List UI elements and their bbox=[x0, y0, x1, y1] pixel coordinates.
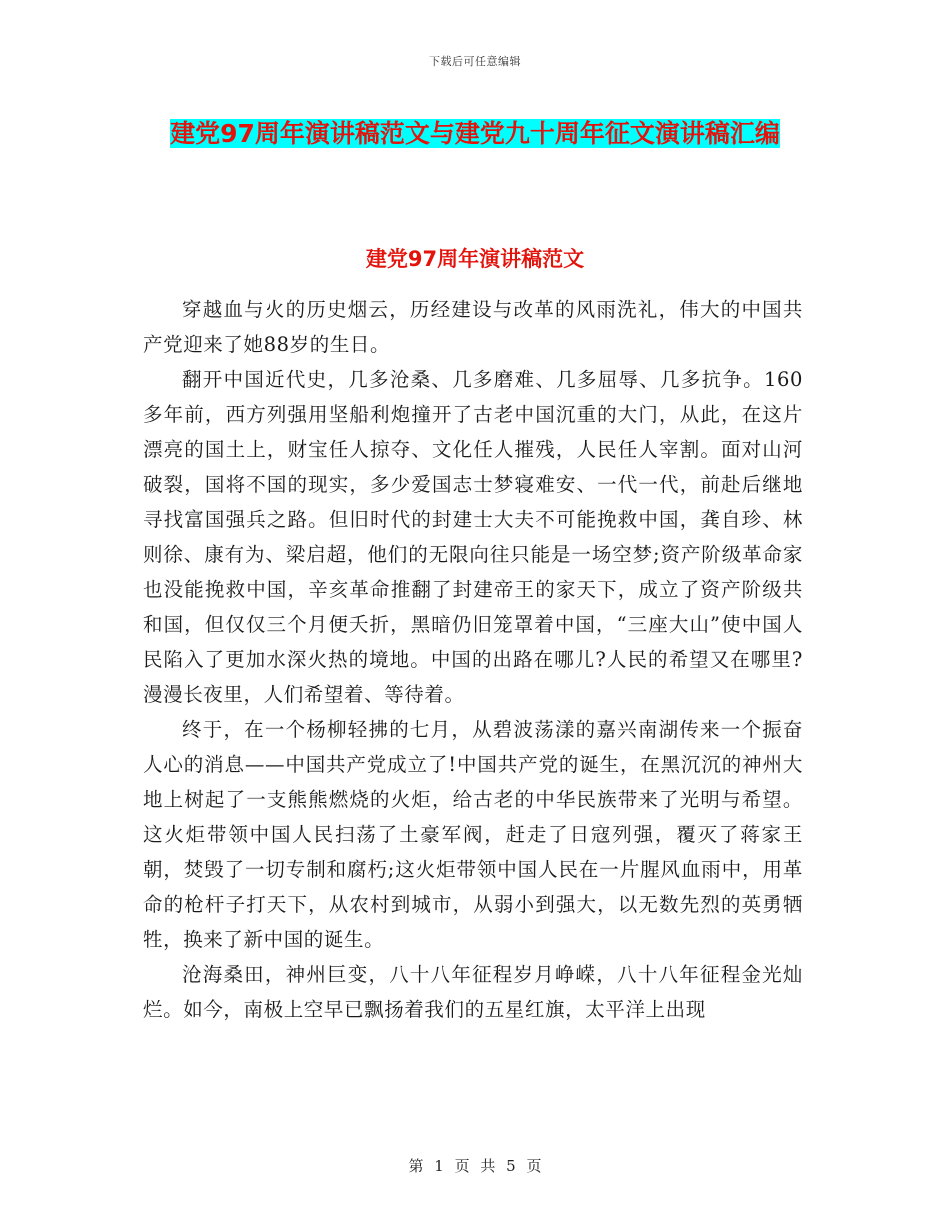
section-title: 建党97周年演讲稿范文 bbox=[365, 247, 585, 271]
document-title-highlight: 建党97周年演讲稿范文与建党九十周年征文演讲稿汇编 bbox=[170, 119, 780, 148]
paragraph: 沧海桑田，神州巨变，八十八年征程岁月峥嵘，八十八年征程金光灿烂。如今，南极上空早已飘扬着我们的五星红旗，太平洋上出现 bbox=[143, 963, 803, 1021]
page-header-note: 下载后可任意编辑 bbox=[429, 55, 521, 68]
paragraph: 翻开中国近代史，几多沧桑、几多磨难、几多屈辱、几多抗争。160多年前，西方列强用坚船利炮撞开了古老中国沉重的大门，从此，在这片漂亮的国土上，财宝任人掠夺、文化任人摧残，人民任人宰割。面对山河破裂，国将不国的现实，多少爱国志士梦寝难安、一代一代，前赴后继地寻找富国强兵之路。但旧时代的封建士大夫不可能挽救中国，龚自珍、林则徐、康有为、梁启超，他们的无限向往只能是一场空梦;资产阶级革命家也没能挽救中国，辛亥革命推翻了封建帝王的家天下，成立了资产阶级共和国，但仅仅三个月便夭折，黑暗仍旧笼罩着中国，“三座大山”使中国人民陷入了更加水深火热的境地。中国的出路在哪儿?人民的希望又在哪里?漫漫长夜里，人们希望着、等待着。 bbox=[143, 368, 803, 706]
page-number-footer: 第 1 页 共 5 页 bbox=[408, 1157, 542, 1175]
paragraph: 穿越血与火的历史烟云，历经建设与改革的风雨洗礼，伟大的中国共产党迎来了她88岁的生日。 bbox=[143, 298, 803, 356]
document-body bbox=[143, 292, 803, 1027]
document-title bbox=[140, 110, 810, 158]
paragraph: 终于，在一个杨柳轻拂的七月，从碧波荡漾的嘉兴南湖传来一个振奋人心的消息——中国共产党成立了!中国共产党的诞生，在黑沉沉的神州大地上树起了一支熊熊燃烧的火炬，给古老的中华民族带来了光明与希望。这火炬带领中国人民扫荡了土豪军阀，赶走了日寇列强，覆灭了蒋家王朝，焚毁了一切专制和腐朽;这火炬带领中国人民在一片腥风血雨中，用革命的枪杆子打天下，从农村到城市，从弱小到强大，以无数先烈的英勇牺牲，换来了新中国的诞生。 bbox=[143, 718, 803, 951]
